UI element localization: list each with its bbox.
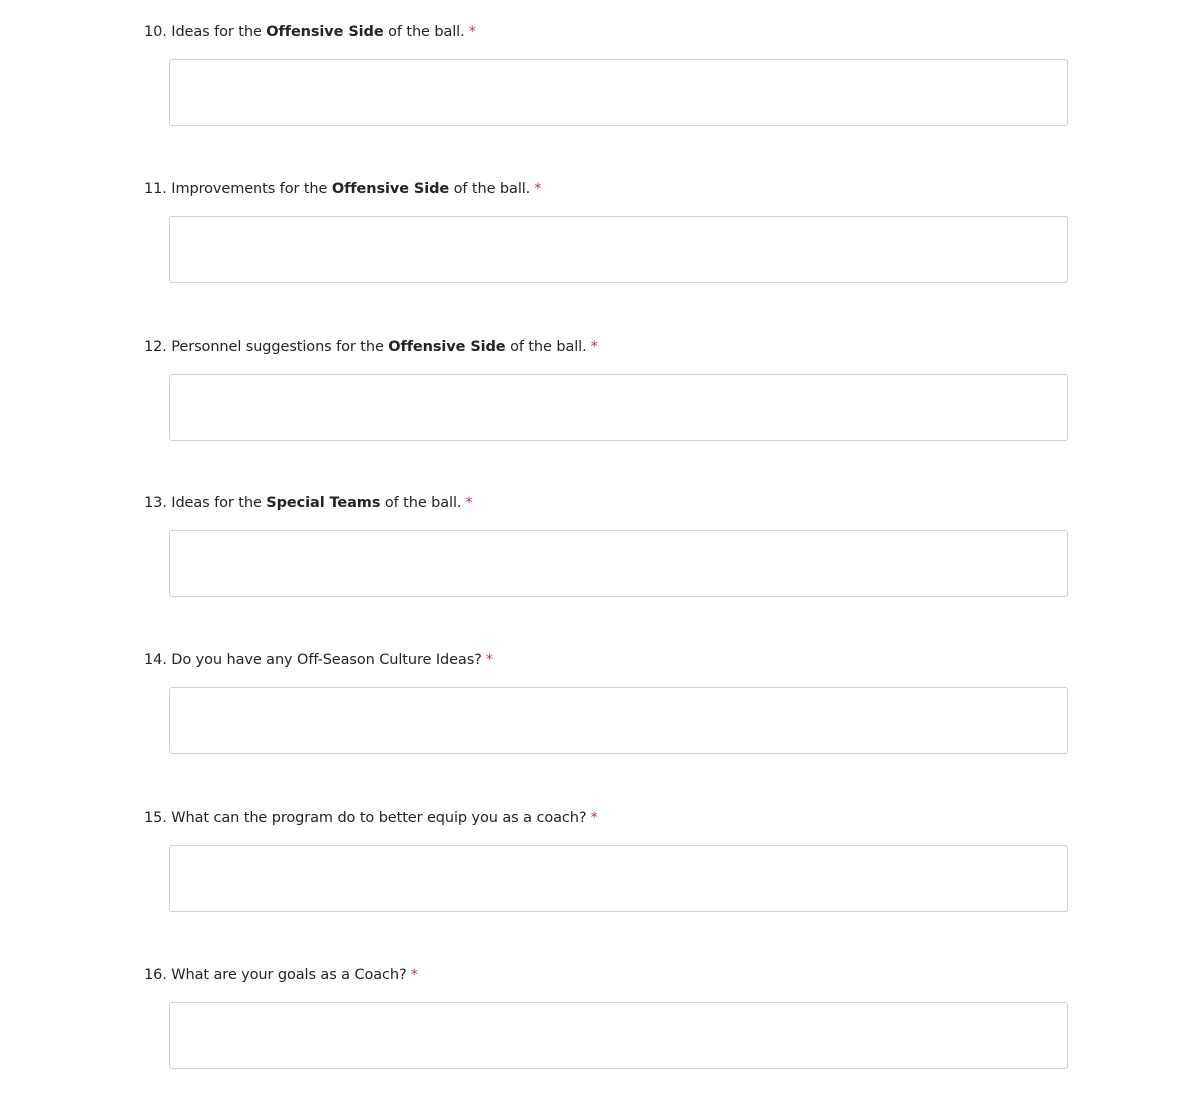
required-marker: * bbox=[465, 495, 473, 511]
required-marker: * bbox=[590, 810, 598, 826]
question-emphasis: Special Teams bbox=[266, 495, 381, 511]
required-marker: * bbox=[485, 652, 493, 668]
answer-field-10[interactable] bbox=[169, 59, 1068, 126]
question-number: 11. bbox=[144, 181, 167, 197]
question-text: Ideas for the bbox=[171, 495, 262, 511]
question-text: Personnel suggestions for the bbox=[171, 339, 384, 355]
question-label bbox=[144, 179, 541, 199]
answer-field-16[interactable] bbox=[169, 1002, 1068, 1069]
question-label bbox=[144, 22, 476, 42]
question-number: 13. bbox=[144, 495, 167, 511]
answer-field-15[interactable] bbox=[169, 845, 1068, 912]
question-text: What are your goals as a Coach? bbox=[171, 967, 407, 983]
question-text-end: of the ball. bbox=[384, 495, 462, 511]
question-text-end: of the ball. bbox=[388, 24, 465, 40]
question-number: 15. bbox=[144, 810, 167, 826]
question-emphasis: Offensive Side bbox=[388, 339, 506, 355]
question-emphasis: Offensive Side bbox=[331, 181, 450, 197]
question-text: What can the program do to better equip you as a coach? bbox=[171, 810, 587, 826]
question-number: 16. bbox=[144, 967, 167, 983]
question-label bbox=[144, 493, 473, 513]
required-marker: * bbox=[468, 24, 476, 40]
question-text-end: of the ball. bbox=[510, 339, 587, 355]
question-text-end: of the ball. bbox=[453, 181, 531, 197]
question-emphasis: Offensive Side bbox=[266, 24, 384, 40]
question-number: 14. bbox=[144, 652, 167, 668]
question-label bbox=[144, 650, 493, 670]
answer-field-12[interactable] bbox=[169, 374, 1068, 441]
question-label bbox=[144, 337, 598, 357]
required-marker: * bbox=[590, 339, 598, 355]
question-number: 10. bbox=[144, 24, 167, 40]
required-marker: * bbox=[410, 967, 418, 983]
question-label bbox=[144, 808, 598, 828]
question-number: 12. bbox=[144, 339, 167, 355]
answer-field-11[interactable] bbox=[169, 216, 1068, 283]
question-text: Ideas for the bbox=[171, 24, 262, 40]
question-text: Do you have any Off-Season Culture Ideas? bbox=[171, 652, 482, 668]
question-label bbox=[144, 965, 418, 985]
answer-field-14[interactable] bbox=[169, 687, 1068, 754]
answer-field-13[interactable] bbox=[169, 530, 1068, 597]
required-marker: * bbox=[534, 181, 542, 197]
question-text: Improvements for the bbox=[171, 181, 328, 197]
